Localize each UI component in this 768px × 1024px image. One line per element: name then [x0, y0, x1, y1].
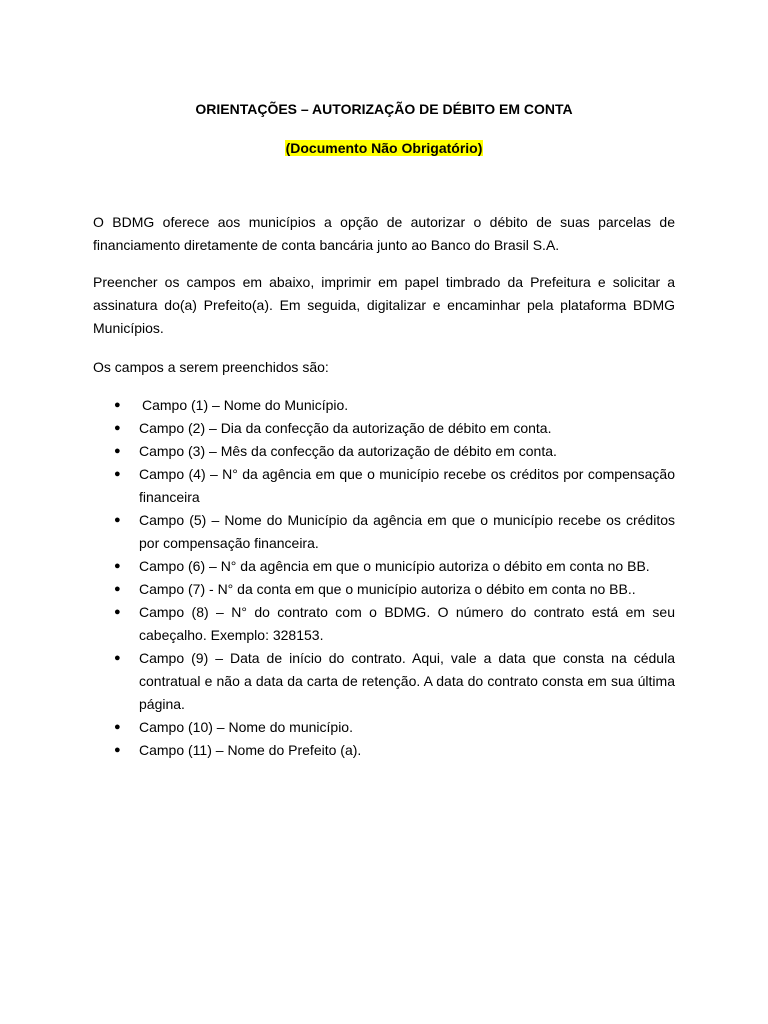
bullet-icon: ●	[114, 744, 121, 756]
list-item	[93, 739, 675, 762]
bullet-icon: ●	[114, 468, 121, 480]
field-description: Campo (4) – N° da agência em que o município recebe os créditos por compensação financeira	[139, 466, 675, 505]
field-description: Campo (1) – Nome do Município.	[142, 397, 349, 413]
list-item	[93, 463, 675, 509]
field-description: Campo (8) – N° do contrato com o BDMG. O número do contrato está em seu cabeçalho. Exemplo: 328153.	[139, 604, 675, 643]
fields-list	[93, 394, 675, 762]
bullet-icon: ●	[114, 399, 121, 411]
list-item	[93, 394, 675, 417]
intro-paragraph: O BDMG oferece aos municípios a opção de autorizar o débito de suas parcelas de financiamento diretamente de conta bancária junto ao Banco do Brasil S.A.	[93, 214, 675, 253]
field-description: Campo (2) – Dia da confecção da autorização de débito em conta.	[139, 420, 552, 436]
list-item	[93, 440, 675, 463]
field-description: Campo (7) - N° da conta em que o município autoriza o débito em conta no BB..	[139, 581, 636, 597]
document-title: ORIENTAÇÕES – AUTORIZAÇÃO DE DÉBITO EM CONTA	[195, 101, 573, 117]
bullet-icon: ●	[114, 445, 121, 457]
bullet-icon: ●	[114, 514, 121, 526]
list-item	[93, 601, 675, 647]
bullet-icon: ●	[114, 652, 121, 664]
bullet-icon: ●	[114, 560, 121, 572]
list-item	[93, 578, 675, 601]
field-description: Campo (5) – Nome do Município da agência em que o município recebe os créditos por compensação financeira.	[139, 512, 675, 551]
bullet-icon: ●	[114, 422, 121, 434]
list-item	[93, 509, 675, 555]
subtitle-container	[93, 139, 675, 157]
list-item	[93, 647, 675, 716]
list-item	[93, 716, 675, 739]
field-description: Campo (10) – Nome do município.	[139, 719, 353, 735]
instructions-paragraph: Preencher os campos em abaixo, imprimir em papel timbrado da Prefeitura e solicitar a assinatura do(a) Prefeito(a). Em seguida, digitalizar e encaminhar pela plataforma BDMG Municípios.	[93, 274, 675, 336]
field-description: Campo (9) – Data de início do contrato. Aqui, vale a data que consta na cédula contratual e não a data da carta de retenção. A data do contrato consta em sua última página.	[139, 650, 675, 712]
bullet-icon: ●	[114, 606, 121, 618]
list-item	[93, 417, 675, 440]
bullet-icon: ●	[114, 721, 121, 733]
bullet-icon: ●	[114, 583, 121, 595]
field-description: Campo (6) – N° da agência em que o município autoriza o débito em conta no BB.	[139, 558, 650, 574]
field-description: Campo (3) – Mês da confecção da autorização de débito em conta.	[139, 443, 557, 459]
fields-intro-paragraph: Os campos a serem preenchidos são:	[93, 359, 329, 375]
list-item	[93, 555, 675, 578]
document-subtitle-highlighted: (Documento Não Obrigatório)	[285, 140, 483, 156]
field-description: Campo (11) – Nome do Prefeito (a).	[139, 742, 362, 758]
